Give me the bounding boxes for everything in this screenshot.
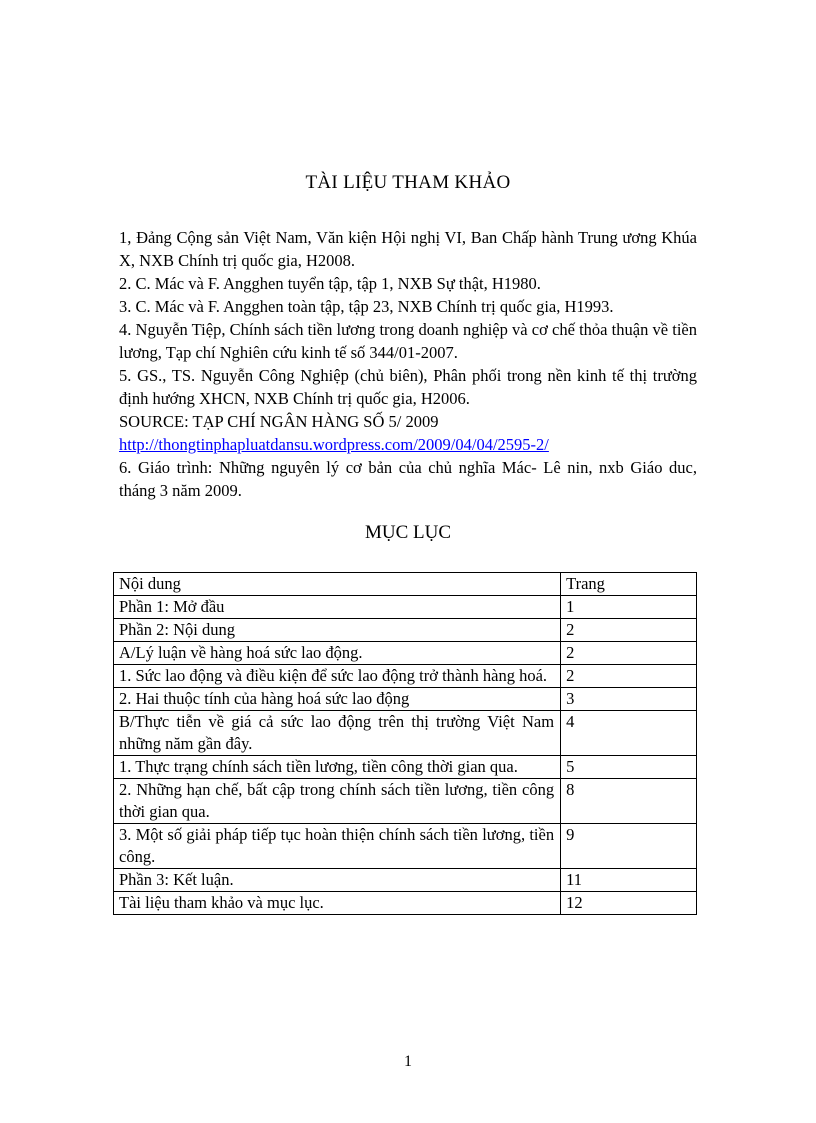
- toc-row: [114, 869, 697, 892]
- toc-row-content: 1. Sức lao động và điều kiện để sức lao động trở thành hàng hoá.: [114, 665, 561, 688]
- reference-item: 3. C. Mác và F. Angghen toàn tập, tập 23, NXB Chính trị quốc gia, H1993.: [119, 297, 614, 316]
- toc-row: [114, 642, 697, 665]
- toc-row-content: Phần 3: Kết luận.: [114, 869, 561, 892]
- toc-title: MỤC LỤC: [364, 522, 452, 543]
- toc-header-row: [114, 573, 697, 596]
- toc-header-content: Nội dung: [114, 573, 561, 596]
- reference-list: [119, 226, 697, 502]
- toc-row: [114, 688, 697, 711]
- page-number: 1: [404, 1053, 412, 1070]
- toc-row-page: 2: [561, 642, 697, 665]
- reference-item: 4. Nguyễn Tiệp, Chính sách tiền lương trong doanh nghiệp và cơ chế thỏa thuận về tiền lương, Tạp chí Nghiên cứu kinh tế số 344/01-2007.: [119, 320, 697, 362]
- source-link[interactable]: http://thongtinphapluatdansu.wordpress.com/2009/04/04/2595-2/: [119, 435, 549, 454]
- toc-row-content: Phần 1: Mở đầu: [114, 596, 561, 619]
- toc-row-content: B/Thực tiễn về giá cả sức lao động trên thị trường Việt Nam những năm gần đây.: [114, 711, 561, 756]
- reference-item: 6. Giáo trình: Những nguyên lý cơ bản của chủ nghĩa Mác- Lê nin, nxb Giáo duc, tháng 3 năm 2009.: [119, 458, 697, 500]
- source-link-line: [119, 433, 697, 456]
- toc-row-page: 3: [561, 688, 697, 711]
- toc-row-page: 2: [561, 665, 697, 688]
- toc-table: [113, 572, 697, 915]
- toc-row-page: 5: [561, 756, 697, 779]
- toc-row: [114, 756, 697, 779]
- toc-row-page: 4: [561, 711, 697, 756]
- toc-row-content: 2. Những hạn chế, bất cập trong chính sách tiền lương, tiền công thời gian qua.: [114, 779, 561, 824]
- toc-row: [114, 711, 697, 756]
- toc-row: [114, 665, 697, 688]
- toc-row-content: Tài liệu tham khảo và mục lục.: [114, 892, 561, 915]
- toc-row-page: 11: [561, 869, 697, 892]
- reference-item: 1, Đảng Cộng sản Việt Nam, Văn kiện Hội nghị VI, Ban Chấp hành Trung ương Khúa X, NXB Chính trị quốc gia, H2008.: [119, 228, 697, 270]
- toc-row: [114, 824, 697, 869]
- reference-item: 5. GS., TS. Nguyễn Công Nghiệp (chủ biên), Phân phối trong nền kinh tế thị trường định hướng XHCN, NXB Chính trị quốc gia, H2006.: [119, 366, 697, 408]
- toc-row-content: 2. Hai thuộc tính của hàng hoá sức lao động: [114, 688, 561, 711]
- toc-row-content: 3. Một số giải pháp tiếp tục hoàn thiện chính sách tiền lương, tiền công.: [114, 824, 561, 869]
- toc-row-page: 9: [561, 824, 697, 869]
- toc-row: [114, 619, 697, 642]
- toc-row-page: 1: [561, 596, 697, 619]
- toc-header-page: Trang: [561, 573, 697, 596]
- toc-row-content: A/Lý luận về hàng hoá sức lao động.: [114, 642, 561, 665]
- toc-row-page: 12: [561, 892, 697, 915]
- page-title: TÀI LIỆU THAM KHẢO: [305, 172, 511, 193]
- toc-row: [114, 892, 697, 915]
- reference-item: 2. C. Mác và F. Angghen tuyển tập, tập 1, NXB Sự thật, H1980.: [119, 274, 541, 293]
- toc-row: [114, 779, 697, 824]
- toc-row: [114, 596, 697, 619]
- source-line: SOURCE: TẠP CHÍ NGÂN HÀNG SỐ 5/ 2009: [119, 412, 439, 431]
- toc-row-content: 1. Thực trạng chính sách tiền lương, tiền công thời gian qua.: [114, 756, 561, 779]
- toc-row-page: 2: [561, 619, 697, 642]
- toc-row-page: 8: [561, 779, 697, 824]
- toc-row-content: Phần 2: Nội dung: [114, 619, 561, 642]
